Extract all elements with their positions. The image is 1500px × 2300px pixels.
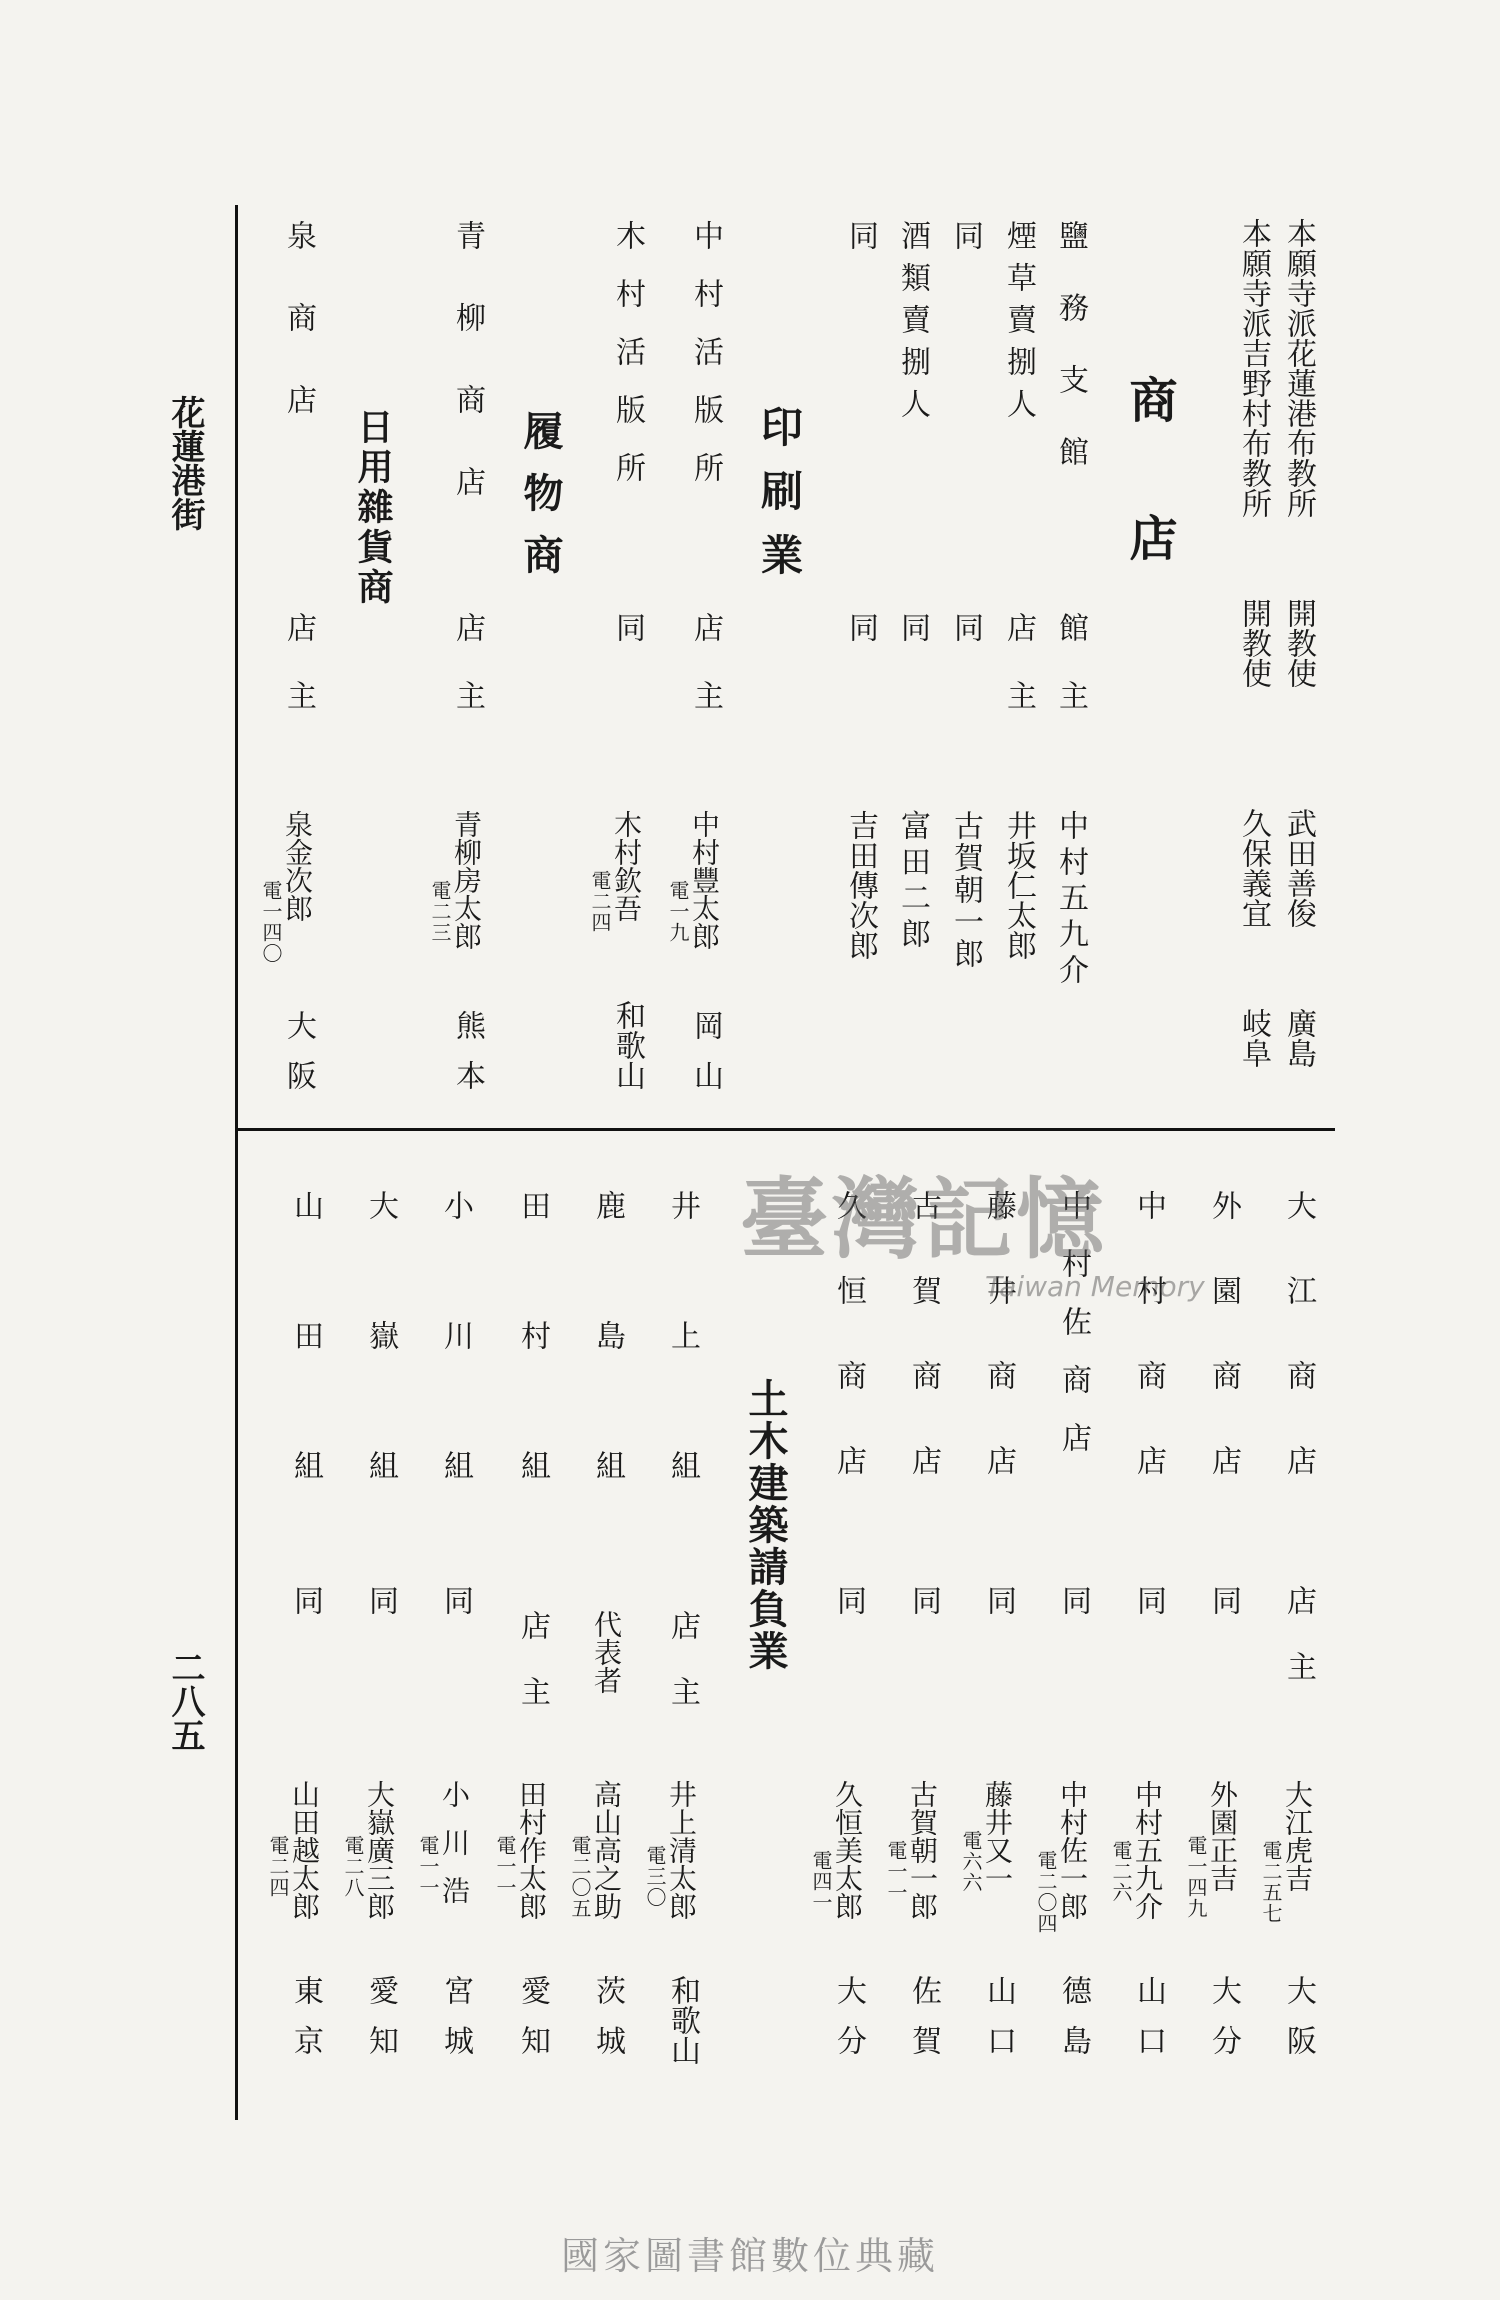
middle-divider-line [235, 1128, 1335, 1131]
entry-person: 古賀朝一郎 [948, 810, 983, 970]
entry-role: 店主 [450, 612, 485, 748]
watermark-logo: 臺灣記憶 [740, 1167, 1109, 1271]
running-head: 花蓮港街 [165, 395, 205, 531]
entry-phone: 電二三 [428, 880, 452, 943]
entry-role: 同 [831, 1585, 866, 1615]
entry-origin: 山口 [981, 1975, 1016, 2075]
entry-person: 富田二郎 [895, 810, 930, 954]
entry-phone: 電一九 [666, 880, 690, 943]
entry-person: 木村欽吾 [610, 810, 643, 922]
entry-origin: 熊本 [450, 1010, 485, 1110]
entry-role: 同 [895, 612, 930, 642]
entry-name: 木村活版所 [610, 220, 645, 510]
entry-person: 古賀朝一郎 [906, 1780, 939, 1920]
entry-role: 店主 [515, 1610, 550, 1742]
entry-name: 中村商店 [1131, 1190, 1166, 1530]
intro-name: 本願寺派花蓮港布教所 [1281, 218, 1316, 518]
entry-role: 同 [981, 1585, 1016, 1615]
entry-name: 大嶽組 [363, 1190, 398, 1580]
entry-origin: 德島 [1056, 1975, 1091, 2075]
entry-origin: 大阪 [281, 1010, 316, 1110]
entry-origin: 佐賀 [906, 1975, 941, 2075]
entry-role: 店主 [1001, 612, 1036, 748]
entry-phone: 電二八 [341, 1835, 365, 1898]
entry-phone: 電一四九 [1184, 1835, 1208, 1919]
section-heading: 土木建築請負業 [742, 1378, 789, 1672]
entry-origin: 大阪 [1281, 1975, 1316, 2075]
entry-phone: 電一四〇 [259, 880, 283, 964]
entry-person: 井上清太郎 [665, 1780, 698, 1920]
entry-name: 同 [948, 220, 983, 250]
entry-origin: 岡山 [688, 1010, 723, 1110]
entry-person: 外園正吉 [1206, 1780, 1239, 1892]
section-heading: 商店 [1121, 375, 1177, 651]
entry-phone: 電二六 [1109, 1840, 1133, 1903]
entry-person: 大江虎吉 [1281, 1780, 1314, 1892]
intro-origin: 廣島 [1281, 1008, 1316, 1068]
entry-name: 同 [843, 220, 878, 250]
section-heading: 印刷業 [755, 405, 804, 597]
entry-name: 藤井商店 [981, 1190, 1016, 1530]
entry-role: 同 [1206, 1585, 1241, 1615]
entry-role: 同 [288, 1585, 323, 1615]
entry-origin: 東京 [288, 1975, 323, 2075]
entry-role: 同 [1056, 1585, 1091, 1615]
entry-person: 泉金次郎 [281, 810, 314, 922]
entry-phone: 電二四 [588, 870, 612, 933]
page-number: 二八五 [165, 1650, 205, 1752]
intro-name: 本願寺派吉野村布教所 [1236, 218, 1271, 518]
intro-person: 久保義宜 [1236, 808, 1271, 928]
entry-origin: 山口 [1131, 1975, 1166, 2075]
entry-phone: 電三〇 [643, 1845, 667, 1908]
entry-role: 店主 [688, 612, 723, 748]
entry-role: 同 [843, 612, 878, 642]
entry-name: 大江商店 [1281, 1190, 1316, 1530]
entry-name: 井上組 [665, 1190, 700, 1580]
entry-person: 中村五九介 [1053, 810, 1088, 990]
entry-role: 代表者 [590, 1610, 623, 1694]
entry-name: 外園商店 [1206, 1190, 1241, 1530]
entry-origin: 宮城 [438, 1975, 473, 2075]
entry-person: 大嶽廣三郎 [363, 1780, 396, 1920]
entry-person: 藤井又一 [981, 1780, 1014, 1892]
entry-origin: 大分 [831, 1975, 866, 2075]
entry-name: 鹿島組 [590, 1190, 625, 1580]
entry-name: 泉商店 [281, 220, 316, 466]
entry-phone: 電四一 [809, 1850, 833, 1913]
section-heading: 履物商 [517, 410, 564, 596]
entry-name: 酒類賣捌人 [895, 220, 930, 430]
entry-name: 中村活版所 [688, 220, 723, 510]
entry-person: 高山高之助 [590, 1780, 623, 1920]
entry-origin: 和歌山 [610, 1000, 645, 1090]
entry-phone: 電六六 [959, 1830, 983, 1893]
entry-name: 田村組 [515, 1190, 550, 1580]
entry-name: 山田組 [288, 1190, 323, 1580]
entry-person: 田村作太郎 [515, 1780, 548, 1920]
entry-person: 青柳房太郎 [450, 810, 483, 950]
entry-name: 鹽務支館 [1053, 220, 1088, 508]
entry-person: 井坂仁太郎 [1001, 810, 1036, 960]
entry-role: 館主 [1053, 612, 1088, 748]
entry-name: 煙草賣捌人 [1001, 220, 1036, 430]
entry-name: 古賀商店 [906, 1190, 941, 1530]
entry-origin: 愛知 [363, 1975, 398, 2075]
section-heading: 日用雜貨商 [352, 408, 394, 608]
entry-origin: 和歌山 [665, 1975, 700, 2065]
entry-role: 同 [610, 612, 645, 642]
entry-phone: 電二〇五 [568, 1835, 592, 1919]
entry-person: 中村五九介 [1131, 1780, 1164, 1920]
entry-origin: 愛知 [515, 1975, 550, 2075]
entry-role: 店主 [665, 1610, 700, 1742]
entry-phone: 電二五七 [1259, 1840, 1283, 1924]
entry-person: 中村豐太郎 [688, 810, 721, 950]
footer-credit: 國家圖書館數位典藏 [560, 2234, 939, 2278]
entry-origin: 茨城 [590, 1975, 625, 2075]
intro-person: 武田善俊 [1281, 808, 1316, 928]
entry-person: 中村佐一郎 [1056, 1780, 1089, 1920]
entry-role: 同 [906, 1585, 941, 1615]
entry-name: 久恒商店 [831, 1190, 866, 1530]
entry-role: 店主 [281, 612, 316, 748]
entry-role: 同 [438, 1585, 473, 1615]
entry-phone: 電二〇四 [1034, 1850, 1058, 1934]
entry-role: 店主 [1281, 1585, 1316, 1717]
entry-name: 中村佐商店 [1056, 1190, 1091, 1480]
watermark-subtitle: Taiwan Memory [985, 1270, 1205, 1303]
entry-person: 山田越太郎 [288, 1780, 321, 1920]
entry-phone: 電一一 [884, 1840, 908, 1903]
entry-name: 小川組 [438, 1190, 473, 1580]
intro-role: 開教使 [1236, 598, 1271, 688]
entry-role: 同 [1131, 1585, 1166, 1615]
intro-origin: 岐阜 [1236, 1008, 1271, 1068]
entry-person: 小川浩 [438, 1780, 471, 1924]
entry-role: 同 [948, 612, 983, 642]
entry-name: 青柳商店 [450, 220, 485, 548]
entry-person: 吉田傳次郎 [843, 810, 878, 960]
entry-role: 同 [363, 1585, 398, 1615]
entry-person: 久恒美太郎 [831, 1780, 864, 1920]
left-border-line [235, 205, 238, 2120]
entry-origin: 大分 [1206, 1975, 1241, 2075]
intro-role: 開教使 [1281, 598, 1316, 688]
entry-phone: 電一一 [416, 1835, 440, 1898]
entry-phone: 電二四 [266, 1835, 290, 1898]
entry-phone: 電一一 [493, 1835, 517, 1898]
